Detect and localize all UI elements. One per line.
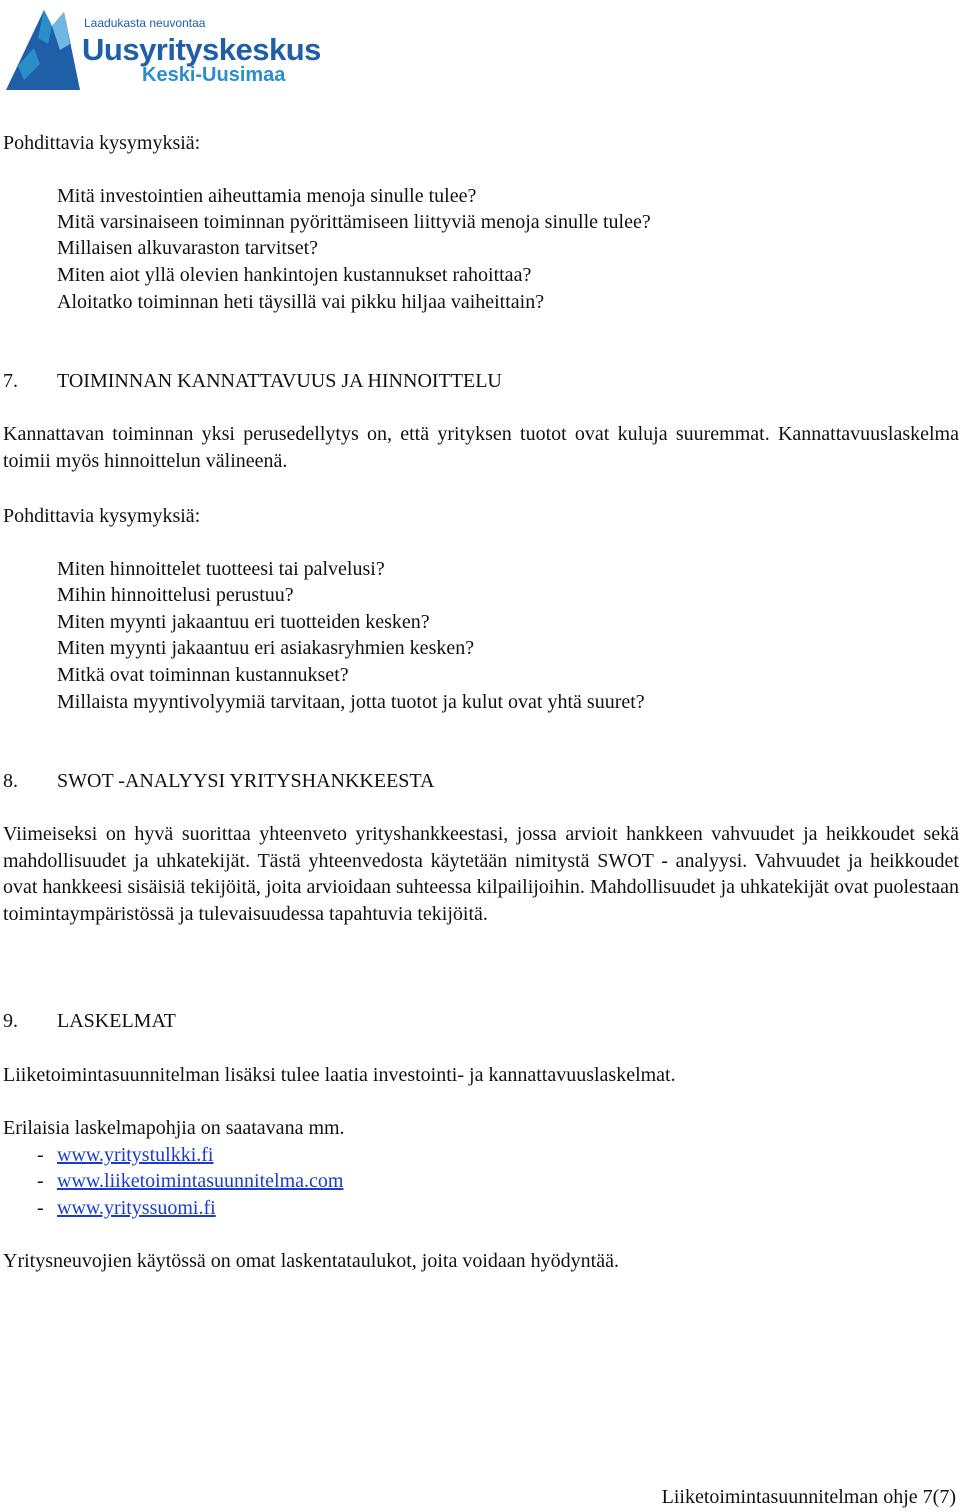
section-8-paragraph: Viimeiseksi on hyvä suorittaa yhteenveto yrityshankkeestasi, jossa arvioit hankkeen vahvuudet ja heikkoudet sekä mahdollisuudet ja uhkatekijät. Tästä yhteenvedosta käytetään nimitystä SWOT - analyysi. Vahvuudet ja heikkoudet ovat hankkeesi sisäisiä tekijöitä, joita arvioidaan suhteessa kilpailijoihin. Mahdollisuudet ja uhkatekijät ovat puolestaan toimintaympäristössä ja tulevaisuudessa tapahtuvia tekijöitä. — [3, 823, 959, 925]
logo-tagline: Laadukasta neuvontaa — [84, 16, 206, 30]
link-liiketoimintasuunnitelma[interactable]: www.liiketoimintasuunnitelma.com — [57, 1170, 344, 1192]
section-7-number: 7. — [3, 370, 18, 392]
section-7-title: TOIMINNAN KANNATTAVUUS JA HINNOITTELU — [57, 370, 502, 392]
question-item: Miten hinnoittelet tuotteesi tai palvelusi? — [57, 558, 385, 580]
question-item: Miten myynti jakaantuu eri asiakasryhmien kesken? — [57, 637, 475, 659]
question-item: Mitä investointien aiheuttamia menoja sinulle tulee? — [57, 185, 477, 207]
questions-heading-2: Pohdittavia kysymyksiä: — [3, 505, 201, 527]
section-9-number: 9. — [3, 1010, 18, 1032]
question-item: Miten myynti jakaantuu eri tuotteiden kesken? — [57, 611, 430, 633]
question-item: Mihin hinnoittelusi perustuu? — [57, 584, 294, 606]
logo-name: Uusyrityskeskus — [82, 32, 321, 67]
logo — [4, 4, 321, 100]
section-9-paragraph-1: Liiketoimintasuunnitelman lisäksi tulee laatia investointi- ja kannattavuuslaskelmat. — [3, 1064, 676, 1086]
question-item: Aloitatko toiminnan heti täysillä vai pikku hiljaa vaiheittain? — [57, 291, 545, 313]
question-item: Miten aiot yllä olevien hankintojen kustannukset rahoittaa? — [57, 264, 532, 286]
questions-heading-1: Pohdittavia kysymyksiä: — [3, 132, 201, 154]
bullet-dash: - — [37, 1197, 44, 1219]
page-footer: Liiketoimintasuunnitelman ohje 7(7) — [661, 1486, 956, 1508]
section-9-paragraph-3: Yritysneuvojien käytössä on omat laskentataulukot, joita voidaan hyödyntää. — [3, 1250, 619, 1272]
section-8-number: 8. — [3, 770, 18, 792]
section-8-title: SWOT -ANALYYSI YRITYSHANKKEESTA — [57, 770, 435, 792]
bullet-dash: - — [37, 1144, 44, 1166]
logo-region: Keski-Uusimaa — [142, 64, 286, 86]
question-item: Mitkä ovat toiminnan kustannukset? — [57, 664, 349, 686]
question-item: Millaisen alkuvaraston tarvitset? — [57, 237, 319, 259]
bullet-dash: - — [37, 1170, 44, 1192]
section-9-title: LASKELMAT — [57, 1010, 176, 1032]
section-7-paragraph: Kannattavan toiminnan yksi perusedellytys on, että yrityksen tuotot ovat kuluja suuremmat. Kannattavuuslaskelma toimii myös hinnoittelun välineenä. — [3, 423, 959, 472]
link-yrityssuomi[interactable]: www.yrityssuomi.fi — [57, 1197, 216, 1219]
section-9-paragraph-2: Erilaisia laskelmapohjia on saatavana mm. — [3, 1117, 345, 1139]
question-item: Millaista myyntivolyymiä tarvitaan, jotta tuotot ja kulut ovat yhtä suuret? — [57, 691, 645, 713]
question-item: Mitä varsinaiseen toiminnan pyörittämiseen liittyviä menoja sinulle tulee? — [57, 211, 651, 233]
logo-mountain-icon — [4, 4, 84, 100]
link-yritystulkki[interactable]: www.yritystulkki.fi — [57, 1144, 214, 1166]
